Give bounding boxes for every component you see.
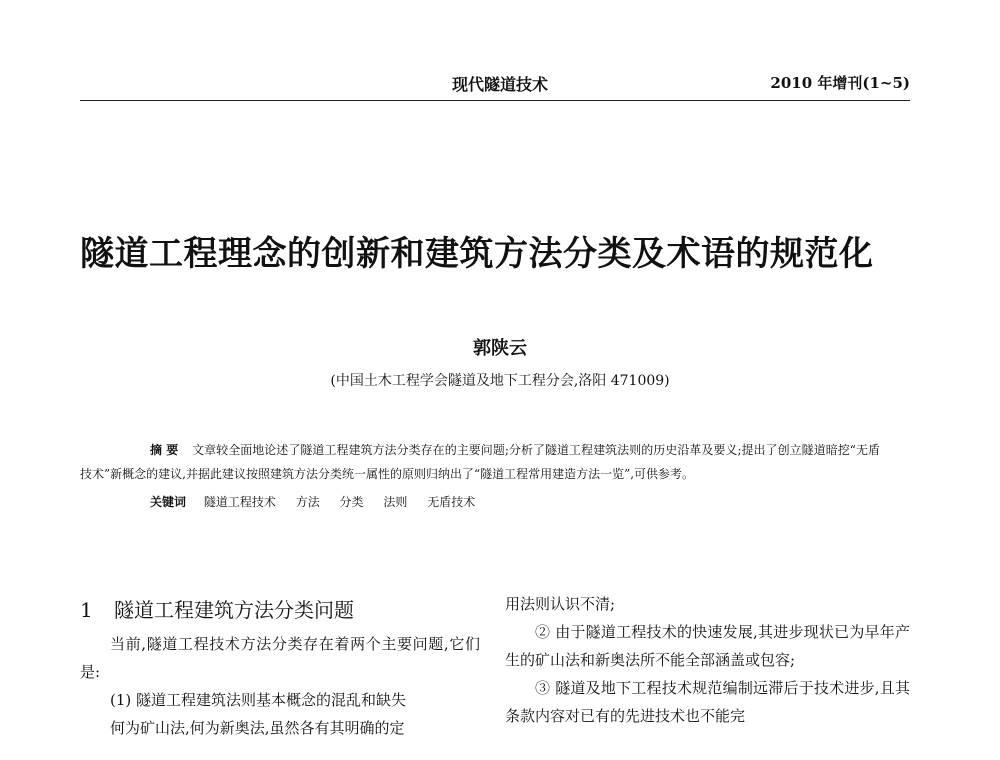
keyword-item: 隧道工程技术 [203, 495, 276, 509]
abstract-label: 摘 要 [150, 443, 179, 457]
body-right-column [505, 590, 910, 730]
abstract-text: 文章较全面地论述了隧道工程建筑方法分类存在的主要问题;分析了隧道工程建筑法则的历史沿革及要义;提出了创立隧道暗挖“无盾技术”新概念的建议,并据此建议按照建筑方法分类统一属性的原则归纳出了“隧道工程常用建造方法一览”,可供参考。 [80, 443, 880, 481]
author-name: 郭陕云 [473, 338, 527, 359]
abstract-block [80, 438, 880, 514]
body-paragraph: 用法则认识不清; [505, 595, 616, 613]
body-paragraph: ③ 隧道及地下工程技术规范编制远滞后于技术进步,且其条款内容对已有的先进技术也不能完 [505, 679, 910, 725]
keywords-line [80, 490, 880, 514]
article-title: 隧道工程理念的创新和建筑方法分类及术语的规范化 [80, 234, 874, 274]
keyword-item: 方法 [295, 495, 320, 509]
keyword-item: 法则 [383, 495, 408, 509]
header-rule [80, 100, 910, 101]
keyword-item: 分类 [339, 495, 364, 509]
body-paragraph: 当前,隧道工程技术方法分类存在着两个主要问题,它们是: [80, 635, 480, 681]
author-affiliation: (中国土木工程学会隧道及地下工程分会,洛阳 471009) [330, 373, 670, 389]
body-paragraph: 何为矿山法,何为新奥法,虽然各有其明确的定 [110, 719, 405, 737]
keyword-item: 无盾技术 [427, 495, 476, 509]
running-header [80, 72, 910, 102]
abstract-paragraph [80, 438, 880, 486]
body-paragraph: (1) 隧道工程建筑法则基本概念的混乱和缺失 [110, 691, 407, 709]
section-title-text: 隧道工程建筑方法分类问题 [114, 598, 354, 622]
journal-name: 现代隧道技术 [452, 75, 549, 94]
section-heading [80, 596, 480, 624]
issue-info: 2010 年增刊(1~5) [770, 74, 910, 92]
body-left-column [80, 596, 480, 742]
keywords-label: 关键词 [150, 495, 187, 509]
body-paragraph: ② 由于隧道工程技术的快速发展,其进步现状已为早年产生的矿山法和新奥法所不能全部涵盖或包容; [505, 623, 910, 669]
section-number: 1 [80, 598, 93, 622]
